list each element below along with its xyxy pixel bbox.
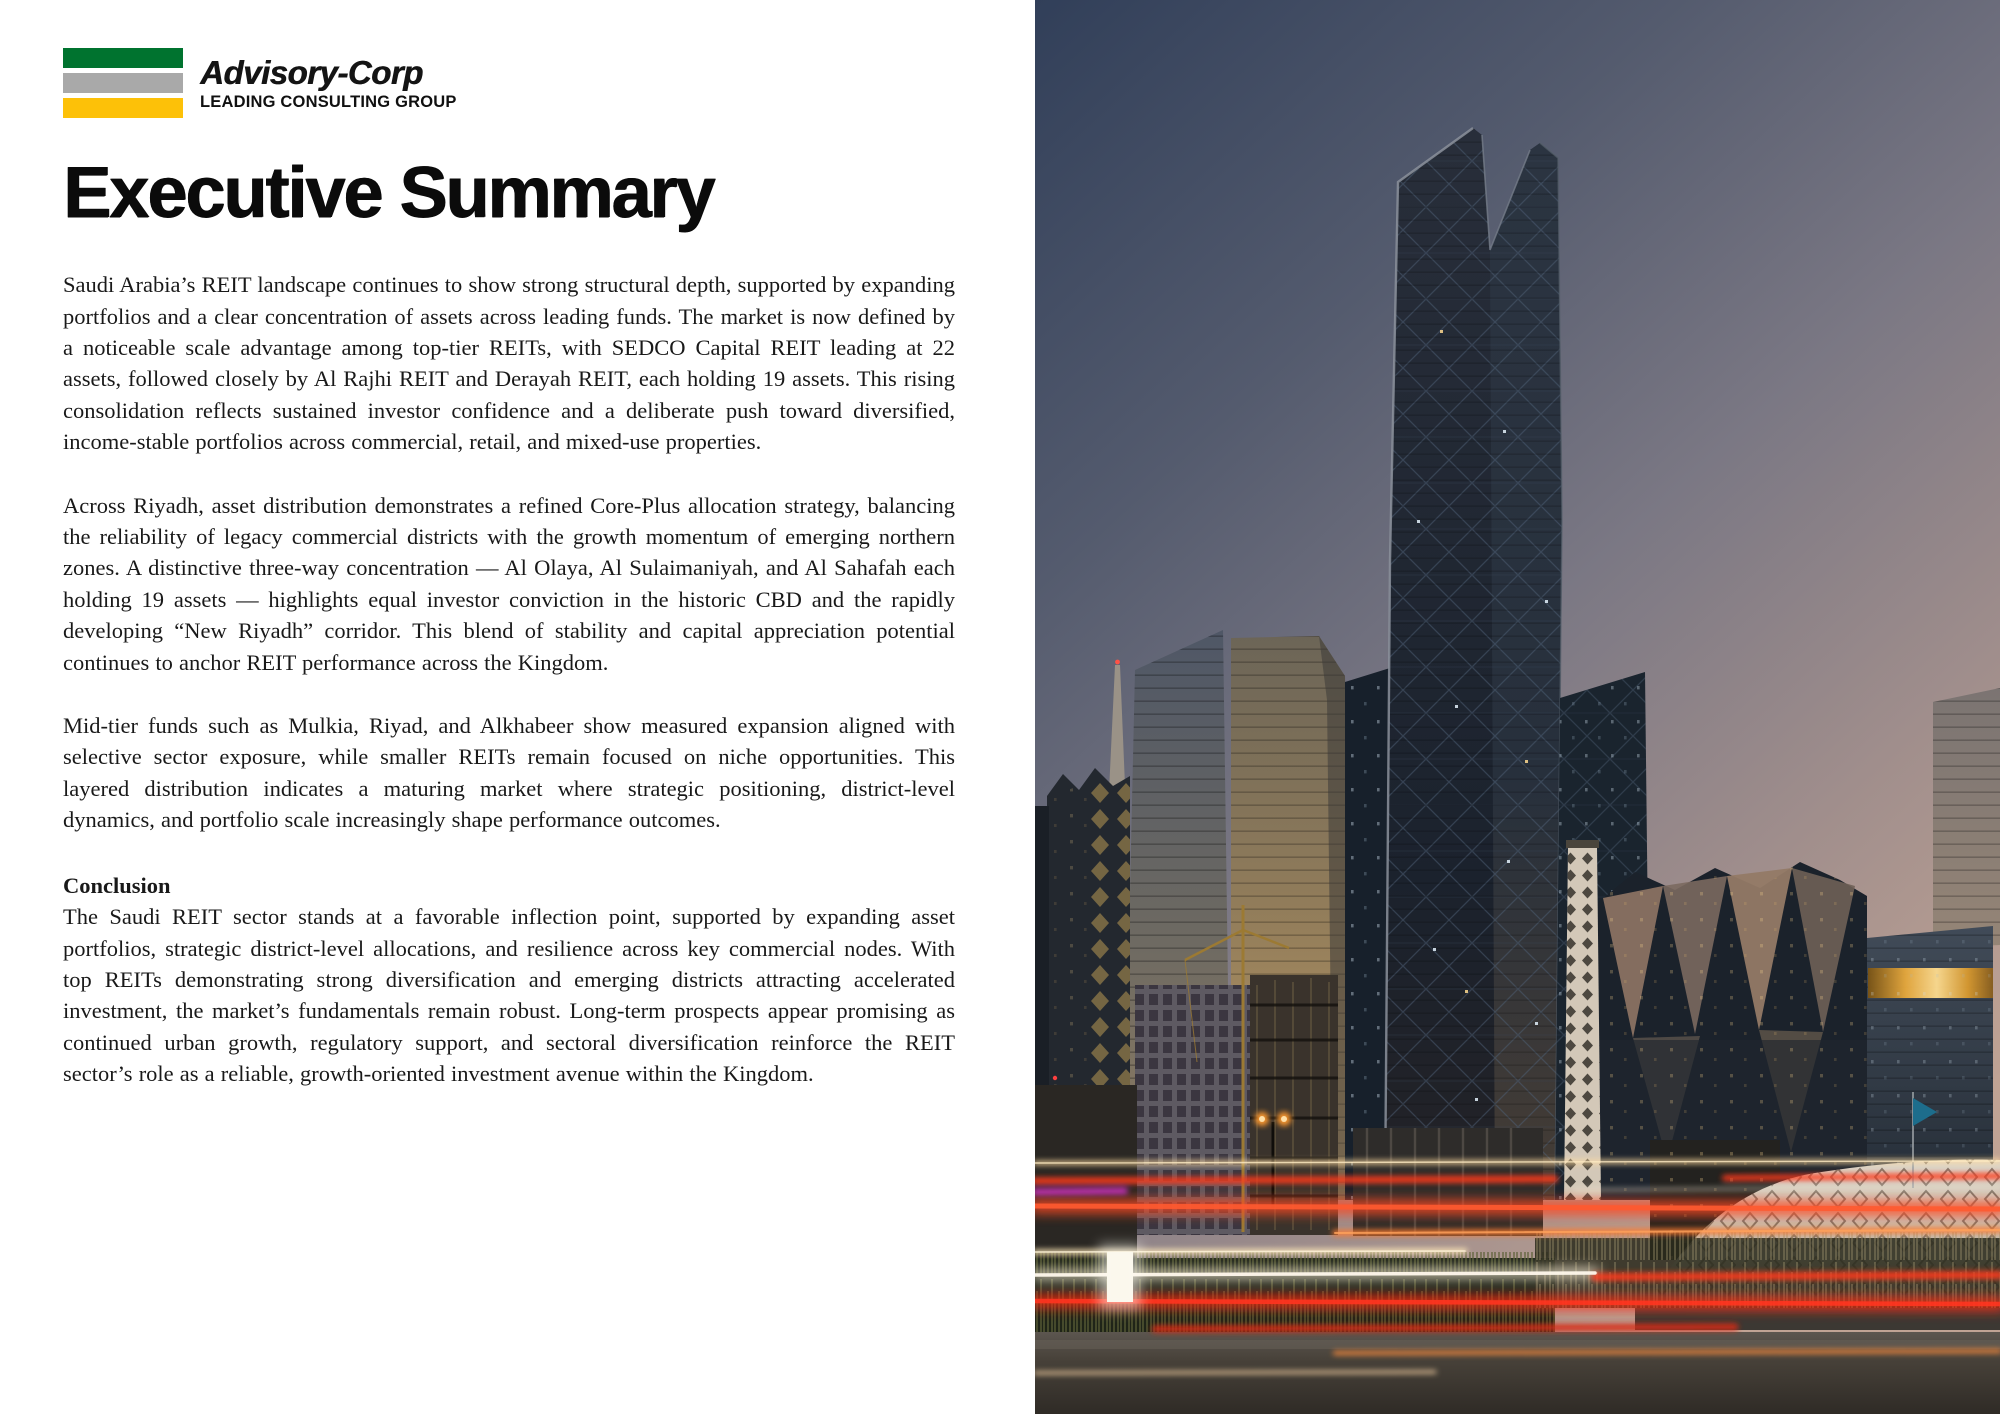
paragraph-market-overview: Saudi Arabia’s REIT landscape continues to show strong structural depth, supported by expanding portfolios and a clear concentration of assets across leading funds. The market is now defined by a noticeable scale advantage among top-tier REITs, with SEDCO Capital REIT leading at 22 assets, followed closely by Al Rajhi REIT and Derayah REIT, each holding 19 assets. This rising consolidation reflects sustained investor confidence and a deliberate push toward diversified, income-stable portfolios across commercial, retail, and mixed-use properties.: [63, 272, 955, 455]
logo-bar-yellow: [63, 98, 183, 118]
conclusion-paragraph: The Saudi REIT sector stands at a favorable inflection point, supported by expanding asset portfolios, strategic district-level allocations, and resilience across key commercial nodes. With top REITs demonstrating strong diversification and emerging districts attracting accelerated investment, the market’s fundamentals remain robust. Long-term prospects appear promising as continued urban growth, regulatory support, and sectoral diversification reinforce the REIT sector’s role as a reliable, growth-oriented investment avenue within the Kingdom.: [63, 904, 955, 1087]
brand-name: Advisory-Corp: [200, 53, 423, 91]
page-title: Executive Summary: [63, 153, 714, 233]
logo-bars-icon: [63, 48, 183, 118]
paragraph-mid-tier-funds: Mid-tier funds such as Mulkia, Riyad, and Alkhabeer show measured expansion aligned with selective sector exposure, while smaller REITs remain focused on niche opportunities. This layered distribution indicates a maturing market where strategic positioning, district-level dynamics, and portfolio scale increasingly shape performance outcomes.: [63, 713, 955, 833]
brand-tagline: LEADING CONSULTING GROUP: [200, 92, 457, 111]
conclusion-heading: Conclusion: [63, 872, 171, 898]
logo-bar-green: [63, 48, 183, 68]
brand-logo: [63, 48, 955, 118]
body-copy: [63, 269, 955, 1089]
logo-bar-gray: [63, 73, 183, 93]
content-column: [63, 48, 955, 1090]
skyline-illustration: [1035, 0, 2000, 1414]
riyadh-skyline-photo: [1035, 0, 2000, 1414]
main-tower: [1385, 128, 1562, 1200]
paragraph-riyadh-distribution: Across Riyadh, asset distribution demonstrates a refined Core-Plus allocation strategy, balancing the reliability of legacy commercial districts with the growth momentum of emerging northern zones. A distinctive three-way concentration — Al Olaya, Al Sulaimaniyah, and Al Sahafah each holding 19 assets — highlights equal investor conviction in the historic CBD and the rapidly developing “New Riyadh” corridor. This blend of stability and capital appreciation potential continues to anchor REIT performance across the Kingdom.: [63, 492, 955, 675]
conclusion-section: [63, 870, 955, 1090]
logo-text: [200, 54, 457, 113]
